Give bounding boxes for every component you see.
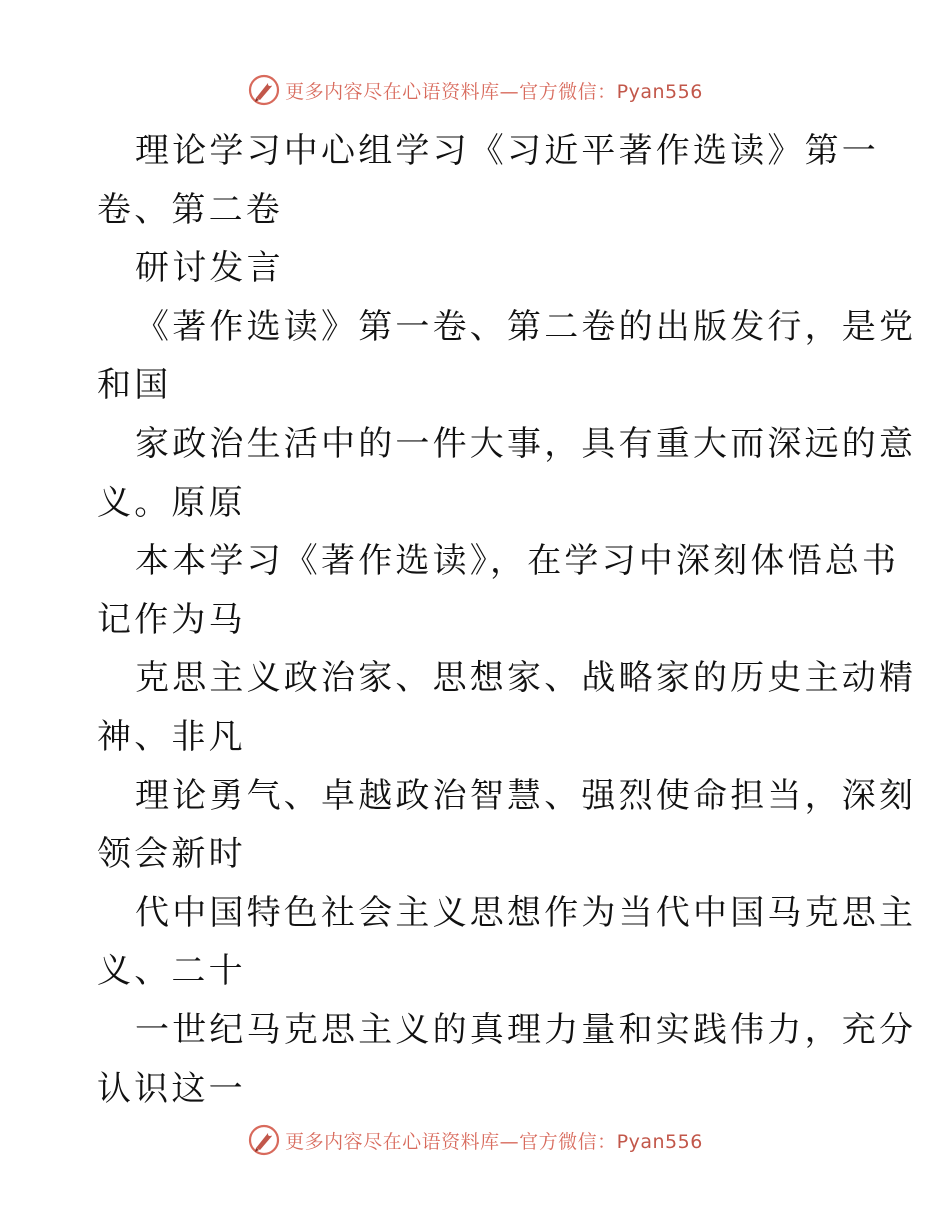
footer-watermark-banner [0,1120,950,1160]
text-line: 《著作选读》第一卷、第二卷的出版发行，是党 [135,306,917,347]
text-line: 义、二十 [97,951,246,992]
text-line: 理论勇气、卓越政治智慧、强烈使命担当，深刻 [135,775,917,816]
header-watermark-banner [0,70,950,110]
text-line: 本本学习《著作选读》，在学习中深刻体悟总书 [135,541,900,582]
text-line: 克思主义政治家、思想家、战略家的历史主动精 [135,658,917,699]
text-line: 和国 [97,365,172,406]
footer-banner-text: 更多内容尽在心语资料库—官方微信： [285,1130,617,1153]
text-line: 研讨发言 [135,248,284,289]
text-line: 认识这一 [97,1068,246,1109]
text-line: 代中国特色社会主义思想作为当代中国马克思主 [135,892,917,933]
document-body [97,122,917,1118]
text-line: 家政治生活中的一件大事，具有重大而深远的意 [135,423,917,464]
header-banner-text: 更多内容尽在心语资料库—官方微信： [285,80,617,103]
pen-logo-icon [247,73,281,107]
text-line: 神、非凡 [97,716,246,757]
text-line: 一世纪马克思主义的真理力量和实践伟力，充分 [135,1009,917,1050]
text-line: 卷、第二卷 [97,189,283,230]
footer-wechat-id: Pyan556 [616,1130,703,1153]
header-wechat-id: Pyan556 [616,80,703,103]
text-line: 义。原原 [97,482,246,523]
text-line: 记作为马 [97,599,246,640]
text-line: 领会新时 [97,834,246,875]
text-line: 理论学习中心组学习《习近平著作选读》第一 [135,131,879,171]
pen-logo-icon [247,1123,281,1157]
